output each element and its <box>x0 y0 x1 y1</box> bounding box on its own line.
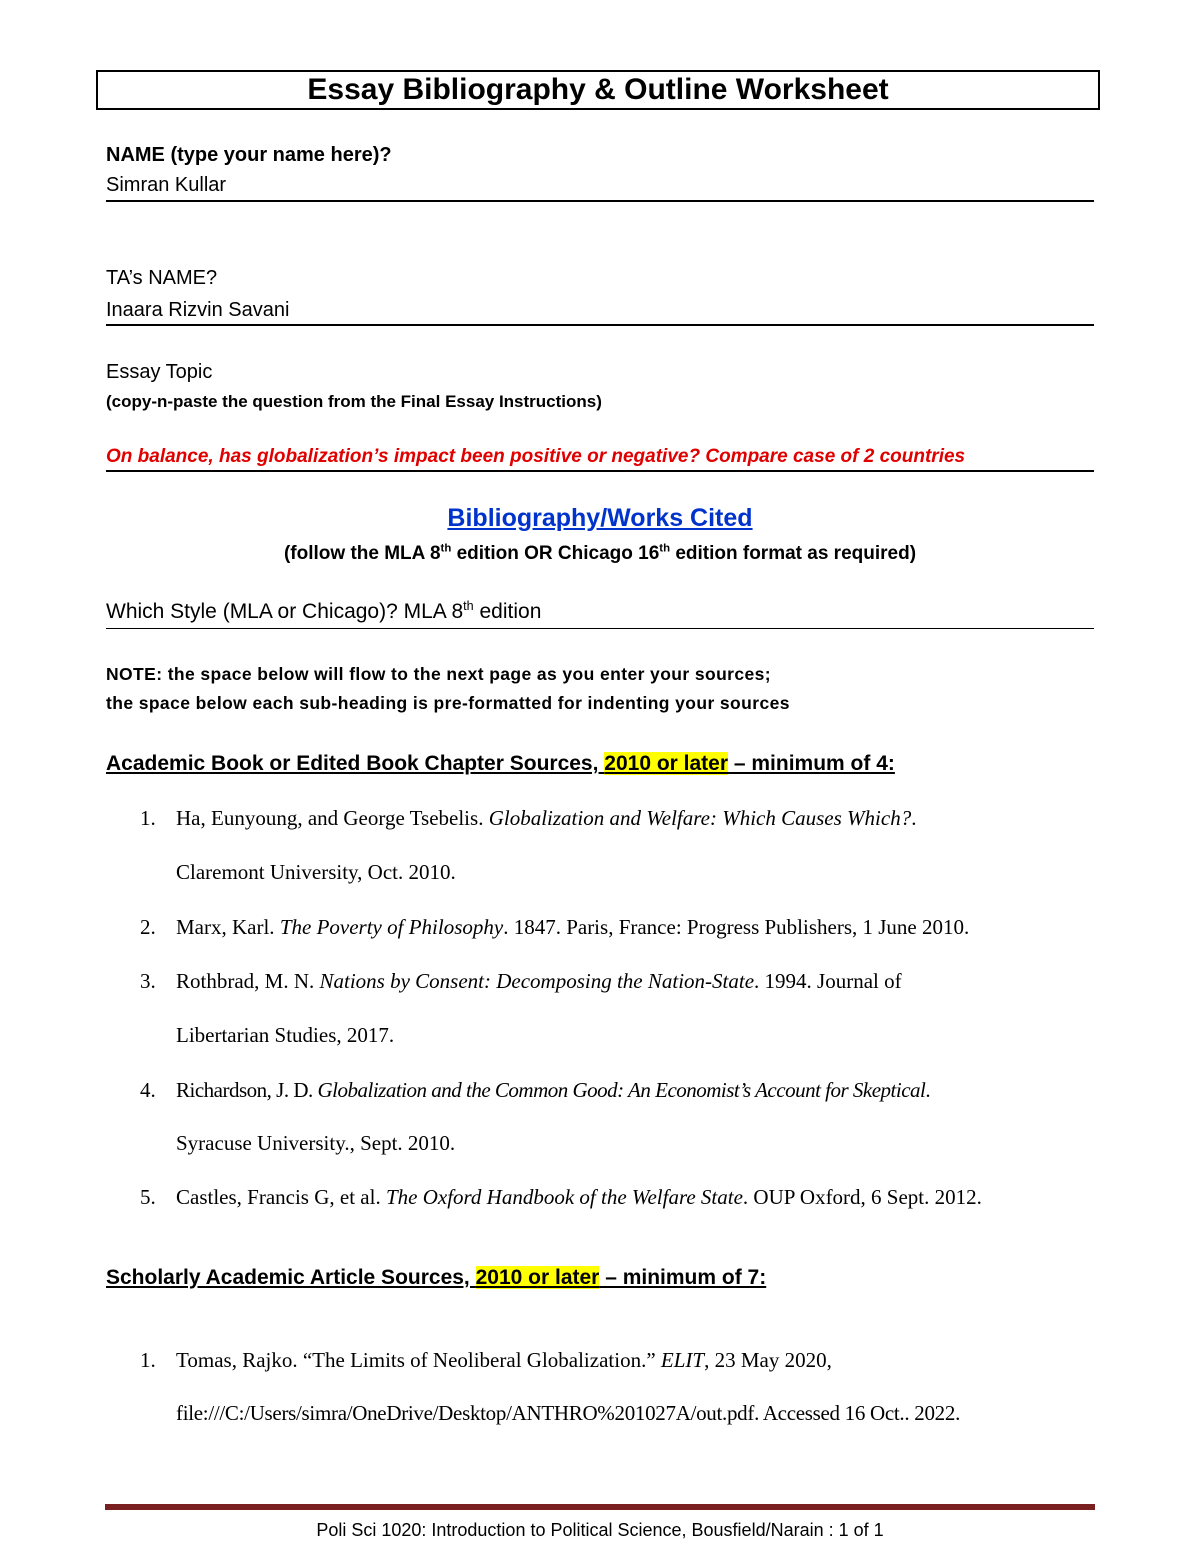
book-5-citation[interactable]: Castles, Francis G, et al. The Oxford Handbook of the Welfare State. OUP Oxford, 6 Sept. 2012. <box>176 1185 982 1209</box>
name-underline <box>106 200 1094 202</box>
book-1-citation[interactable]: Ha, Eunyoung, and George Tsebelis. Globalization and Welfare: Which Causes Which?. <box>176 806 917 830</box>
name-field[interactable]: Simran Kullar <box>106 174 227 196</box>
ta-name-field[interactable]: Inaara Rizvin Savani <box>106 299 290 321</box>
book-1-number: 1. <box>140 806 156 830</box>
books-section-heading: Academic Book or Edited Book Chapter Sources, 2010 or later – minimum of 4: <box>106 752 895 775</box>
bibliography-heading: Bibliography/Works Cited <box>447 504 753 532</box>
book-3-citation-cont[interactable]: Libertarian Studies, 2017. <box>176 1023 395 1047</box>
book-2-number: 2. <box>140 915 156 939</box>
style-line[interactable]: Which Style (MLA or Chicago)? MLA 8th edition <box>106 599 542 623</box>
footer-rule <box>105 1504 1095 1510</box>
note-line-1: NOTE: the space below will flow to the next page as you enter your sources; <box>106 664 771 684</box>
style-underline <box>106 628 1094 629</box>
page-title: Essay Bibliography & Outline Worksheet <box>96 70 1100 110</box>
book-2-citation[interactable]: Marx, Karl. The Poverty of Philosophy. 1847. Paris, France: Progress Publishers, 1 June 2010. <box>176 915 970 939</box>
page-footer: Poli Sci 1020: Introduction to Political Science, Bousfield/Narain : 1 of 1 <box>316 1520 884 1540</box>
topic-underline <box>106 470 1094 472</box>
article-1-citation[interactable]: Tomas, Rajko. “The Limits of Neoliberal Globalization.” ELIT, 23 May 2020, <box>176 1348 832 1372</box>
topic-label: Essay Topic <box>106 361 213 383</box>
ta-label: TA’s NAME? <box>106 267 218 289</box>
topic-instruction: (copy-n-paste the question from the Final Essay Instructions) <box>106 392 602 411</box>
book-5-number: 5. <box>140 1185 156 1209</box>
name-label: NAME (type your name here)? <box>106 144 392 166</box>
format-note: (follow the MLA 8th edition OR Chicago 16th edition format as required) <box>283 542 917 564</box>
book-4-number: 4. <box>140 1078 156 1102</box>
book-4-citation-cont[interactable]: Syracuse University., Sept. 2010. <box>176 1131 456 1155</box>
article-1-number: 1. <box>140 1348 156 1372</box>
ta-underline <box>106 324 1094 326</box>
articles-section-heading: Scholarly Academic Article Sources, 2010 or later – minimum of 7: <box>106 1266 767 1289</box>
note-line-2: the space below each sub-heading is pre-formatted for indenting your sources <box>106 693 790 713</box>
article-1-citation-cont[interactable]: file:///C:/Users/simra/OneDrive/Desktop/ANTHRO%201027A/out.pdf. Accessed 16 Oct.. 2022. <box>176 1401 961 1425</box>
topic-question-field[interactable]: On balance, has globalization’s impact been positive or negative? Compare case of 2 countries <box>106 446 966 467</box>
book-1-citation-cont[interactable]: Claremont University, Oct. 2010. <box>176 860 456 884</box>
book-3-number: 3. <box>140 969 156 993</box>
book-4-citation[interactable]: Richardson, J. D. Globalization and the Common Good: An Economist’s Account for Skeptical. <box>176 1078 931 1102</box>
book-3-citation[interactable]: Rothbrad, M. N. Nations by Consent: Decomposing the Nation-State. 1994. Journal of <box>176 969 902 993</box>
